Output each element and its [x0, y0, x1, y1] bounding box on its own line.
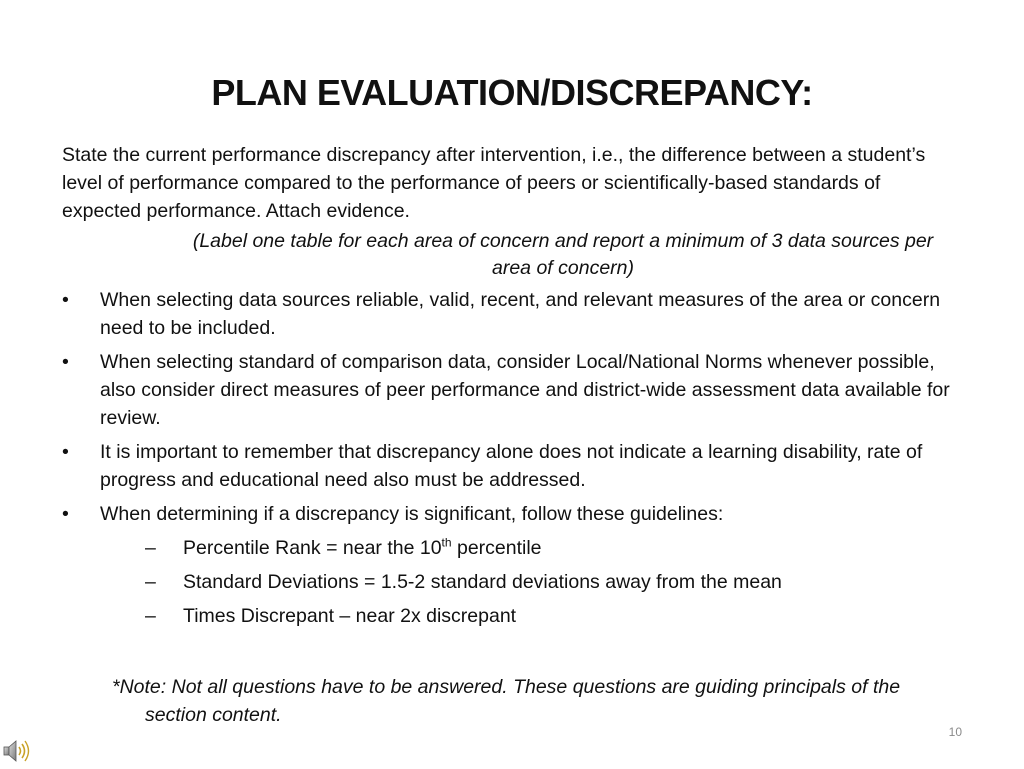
dash-marker: – — [145, 605, 156, 627]
sub-bullet-item — [145, 534, 962, 562]
sub-bullet-item — [145, 568, 962, 596]
bullet-marker: • — [62, 351, 69, 373]
bullet-item — [62, 500, 962, 630]
bullet-item — [62, 348, 962, 432]
bullet-text: When selecting standard of comparison data, consider Local/National Norms whenever possible, also consider direct measures of peer performance and district-wide assessment data available for review. — [100, 351, 950, 429]
bullet-text: When selecting data sources reliable, valid, recent, and relevant measures of the area or concern need to be included. — [100, 289, 941, 339]
ordinal-superscript: th — [441, 535, 452, 550]
speaker-icon[interactable] — [2, 738, 30, 764]
slide-body — [62, 141, 962, 636]
bullet-marker: • — [62, 503, 69, 525]
sub-bullet-item — [145, 602, 962, 630]
bullet-text: It is important to remember that discrepancy alone does not indicate a learning disability, rate of progress and educational need also must be addressed. — [100, 441, 923, 491]
sub-bullet-list — [100, 534, 962, 630]
bullet-item — [62, 286, 962, 342]
std-dev-text: Standard Deviations = 1.5-2 standard deviations away from the mean — [183, 571, 782, 593]
percentile-text-end: percentile — [451, 537, 542, 559]
footnote: *Note: Not all questions have to be answered. These questions are guiding principals of the section content. — [112, 676, 901, 726]
bullet-text: When determining if a discrepancy is significant, follow these guidelines: — [100, 503, 724, 525]
times-discrepant-text: Times Discrepant – near 2x discrepant — [183, 605, 517, 627]
slide-title: PLAN EVALUATION/DISCREPANCY: — [211, 72, 813, 113]
label-note: (Label one table for each area of concern and report a minimum of 3 data sources per area of concern) — [192, 230, 934, 279]
bullet-item — [62, 438, 962, 494]
page-number: 10 — [948, 725, 962, 739]
bullet-list — [62, 286, 962, 630]
intro-paragraph: State the current performance discrepancy after intervention, i.e., the difference between a student’s level of performance compared to the performance of peers or scientifically-based standards of expected performance. Attach evidence. — [62, 144, 926, 222]
percentile-text: Percentile Rank = near the 10 — [183, 537, 442, 559]
dash-marker: – — [145, 571, 156, 593]
dash-marker: – — [145, 537, 156, 559]
bullet-marker: • — [62, 441, 69, 463]
bullet-marker: • — [62, 289, 69, 311]
